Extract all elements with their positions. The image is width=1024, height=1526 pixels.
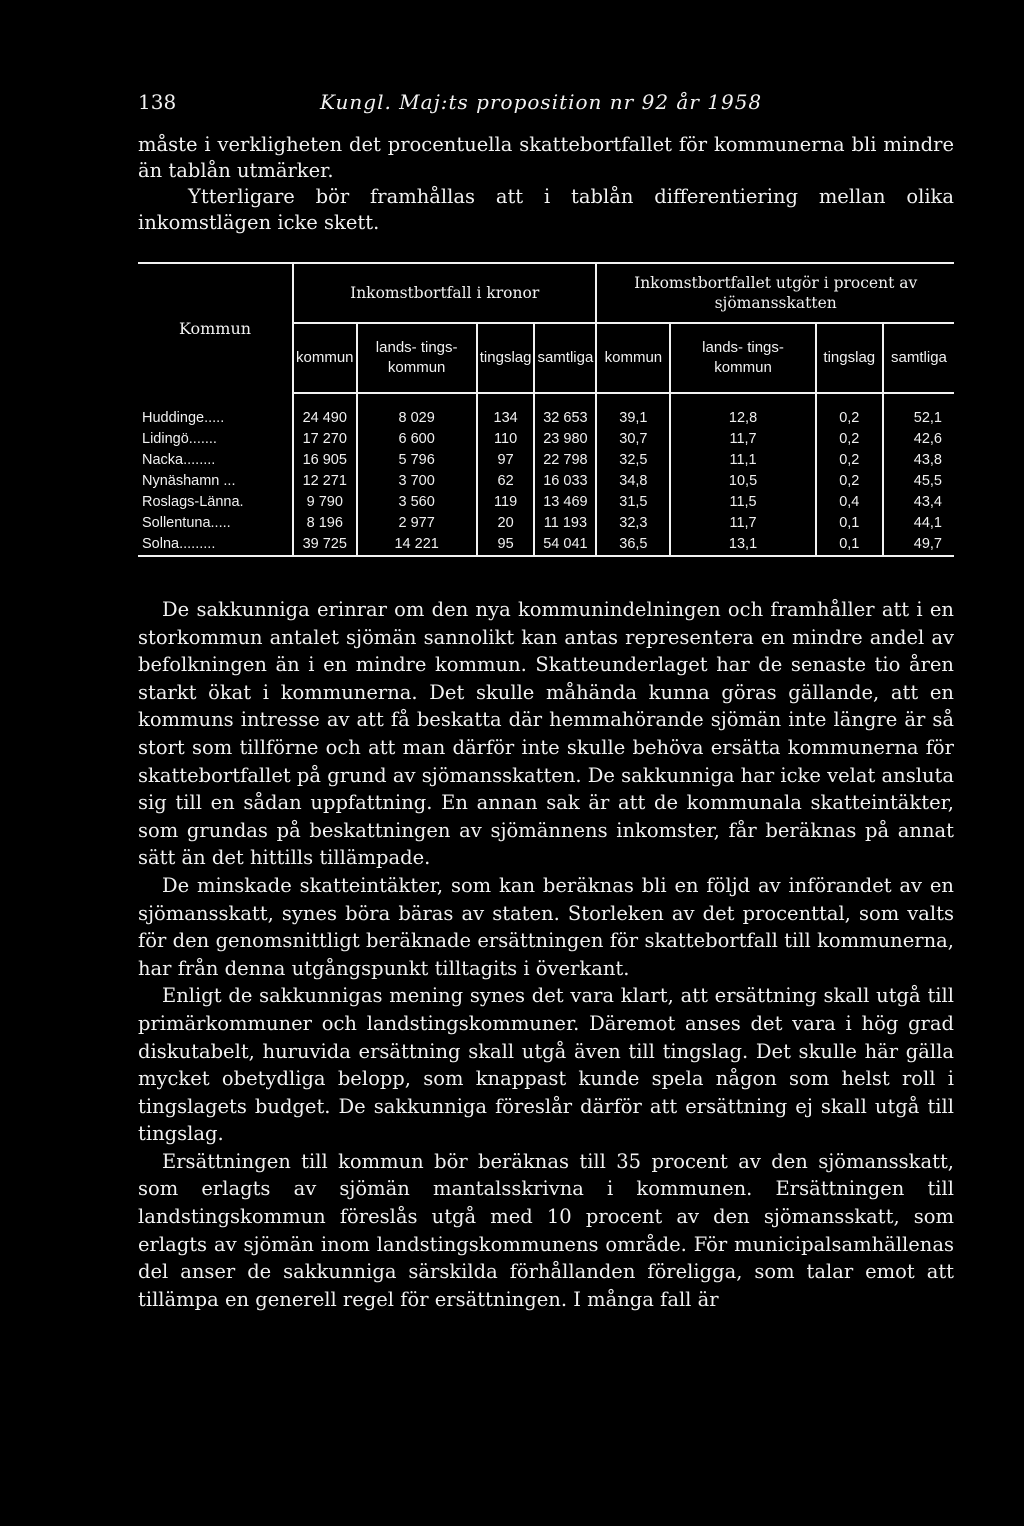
table-row — [138, 408, 954, 429]
table-row — [138, 450, 954, 471]
table-cell: 9 790 — [293, 492, 357, 513]
data-table — [138, 262, 954, 557]
sub-header: kommun — [596, 323, 670, 393]
table-row — [138, 534, 954, 556]
table-cell: 11,1 — [670, 450, 815, 471]
row-label: Nynäshamn ... — [138, 471, 293, 492]
table-cell: 0,2 — [816, 471, 883, 492]
table-cell: 39,1 — [596, 408, 670, 429]
group-header-kronor: Inkomstbortfall i kronor — [293, 263, 596, 323]
table-cell: 134 — [477, 408, 535, 429]
table-cell: 31,5 — [596, 492, 670, 513]
table-cell: 13 469 — [534, 492, 596, 513]
table-cell: 52,1 — [913, 410, 942, 426]
table-cell: 5 796 — [357, 450, 477, 471]
table-cell: 14 221 — [357, 534, 477, 556]
table-cell: 12,8 — [670, 408, 815, 429]
table-cell: 54 041 — [534, 534, 596, 556]
table-cell: 95 — [477, 534, 535, 556]
table-cell: 32,5 — [596, 450, 670, 471]
row-label: Solna......... — [138, 534, 293, 556]
table-cell: 30,7 — [596, 429, 670, 450]
sub-header: lands- tings- kommun — [357, 323, 477, 393]
table-cell: 44,1 — [913, 515, 942, 531]
table-row — [138, 513, 954, 534]
column-header-kommun: Kommun — [138, 263, 293, 393]
table-cell: 0,2 — [816, 429, 883, 450]
table-cell: 10,5 — [670, 471, 815, 492]
table-cell: 49,7 — [913, 536, 942, 552]
table-cell: 97 — [477, 450, 535, 471]
table-row — [138, 492, 954, 513]
intro-paragraph: måste i verkligheten det procentuella skattebortfallet för kommunerna bli mindre än tablån utmärker. — [138, 133, 954, 182]
table-cell: 23 980 — [534, 429, 596, 450]
table-cell: 0,1 — [816, 534, 883, 556]
row-label: Nacka........ — [138, 450, 293, 471]
table-cell: 110 — [477, 429, 535, 450]
intro-paragraph: Ytterligare bör framhållas att i tablån differentiering mellan olika inkomstlägen icke skett. — [138, 185, 954, 234]
group-header-procent: Inkomstbortfallet utgör i procent av sjömansskatten — [596, 263, 954, 323]
table-row — [138, 471, 954, 492]
table-cell: 0,4 — [816, 492, 883, 513]
row-label: Lidingö....... — [138, 429, 293, 450]
sub-header: lands- tings- kommun — [670, 323, 815, 393]
body-paragraph: Ersättningen till kommun bör beräknas till 35 procent av den sjömansskatt, som erlagts av sjömän mantalsskrivna i kommunen. Ersättningen till landstingskommun föreslås utgå med 10 procent av den sjömansskatt, som erlagts av sjömän inom landstingskommunens område. För municipalsamhällenas del anser de sakkunniga särskilda förhållanden föreligga, som talar emot att tillämpa en generell regel för ersättningen. I många fall är — [138, 1149, 954, 1311]
running-title: Kungl. Maj:ts proposition nr 92 år 1958 — [320, 90, 763, 114]
table-cell: 11,7 — [670, 429, 815, 450]
table-cell: 62 — [477, 471, 535, 492]
sub-header: kommun — [293, 323, 357, 393]
page-number: 138 — [138, 90, 177, 114]
table-cell: 11,7 — [670, 513, 815, 534]
table-cell: 0,2 — [816, 408, 883, 429]
table-cell: 34,8 — [596, 471, 670, 492]
table-cell: 16 033 — [534, 471, 596, 492]
table-cell: 16 905 — [293, 450, 357, 471]
table-cell: 39 725 — [293, 534, 357, 556]
table-cell: 11 193 — [534, 513, 596, 534]
body-text — [138, 596, 954, 1313]
sub-header: samtliga — [534, 323, 596, 393]
table-cell: 32,3 — [596, 513, 670, 534]
table-cell: 8 029 — [357, 408, 477, 429]
row-label: Roslags-Länna. — [138, 492, 293, 513]
table-cell: 12 271 — [293, 471, 357, 492]
table-spacer — [138, 393, 954, 408]
table-cell: 24 490 — [293, 408, 357, 429]
table-cell: 13,1 — [670, 534, 815, 556]
table-row — [138, 429, 954, 450]
table-cell: 3 700 — [357, 471, 477, 492]
table-cell: 8 196 — [293, 513, 357, 534]
table-cell: 43,8 — [913, 452, 942, 468]
sub-header: tingslag — [477, 323, 535, 393]
table-cell: 3 560 — [357, 492, 477, 513]
sub-header: tingslag — [816, 323, 883, 393]
table-cell: 42,6 — [913, 431, 942, 447]
table-cell: 22 798 — [534, 450, 596, 471]
table-cell: 2 977 — [357, 513, 477, 534]
table-cell: 36,5 — [596, 534, 670, 556]
table-cell: 43,4 — [913, 494, 942, 510]
table-cell: 17 270 — [293, 429, 357, 450]
table-cell: 32 653 — [534, 408, 596, 429]
table-cell: 11,5 — [670, 492, 815, 513]
table-cell: 0,1 — [816, 513, 883, 534]
sub-header: samtliga — [883, 323, 954, 393]
table-cell: 45,5 — [913, 473, 942, 489]
table-body — [138, 393, 954, 556]
table-cell: 6 600 — [357, 429, 477, 450]
row-label: Sollentuna..... — [138, 513, 293, 534]
table-cell: 20 — [477, 513, 535, 534]
intro-text — [138, 132, 954, 236]
body-paragraph: Enligt de sakkunnigas mening synes det vara klart, att ersättning skall utgå till primärkommuner och landstingskommuner. Däremot anses det vara i hög grad diskutabelt, huruvida ersättning skall utgå även till tingslag. Det skulle här gälla mycket obetydliga belopp, som knappast kunde spela någon som helst roll i tingslagets budget. De sakkunniga föreslår därför att ersättning ej skall utgå till tingslag. — [138, 984, 954, 1146]
body-paragraph: De minskade skatteintäkter, som kan beräknas bli en följd av införandet av en sjömansskatt, synes böra bäras av staten. Storleken av det procenttal, som valts för den genomsnittligt beräknade ersättningen för skattebortfall till kommunerna, har från denna utgångspunkt tilltagits i överkant. — [138, 873, 954, 980]
row-label: Huddinge..... — [138, 408, 293, 429]
table-cell: 0,2 — [816, 450, 883, 471]
body-paragraph: De sakkunniga erinrar om den nya kommunindelningen och framhåller att i en storkommun antalet sjömän sannolikt kan antas representera en mindre andel av befolkningen än i en mindre kommun. Skatteunderlaget har de senaste tio åren starkt ökat i kommunerna. Det skulle måhända kunna göras gällande, att en kommuns intresse av att få beskatta där hemmahörande sjömän inte längre är så stort som tillförne och att man därför inte skulle behöva ersätta kommunerna för skattebortfallet på grund av sjömansskatten. De sakkunniga har icke velat ansluta sig till en sådan uppfattning. En annan sak är att de kommunala skatteintäkter, som grundas på beskattningen av sjömännens inkomster, får beräknas på annat sätt än det hittills tillämpade. — [138, 598, 954, 870]
table-cell: 119 — [477, 492, 535, 513]
